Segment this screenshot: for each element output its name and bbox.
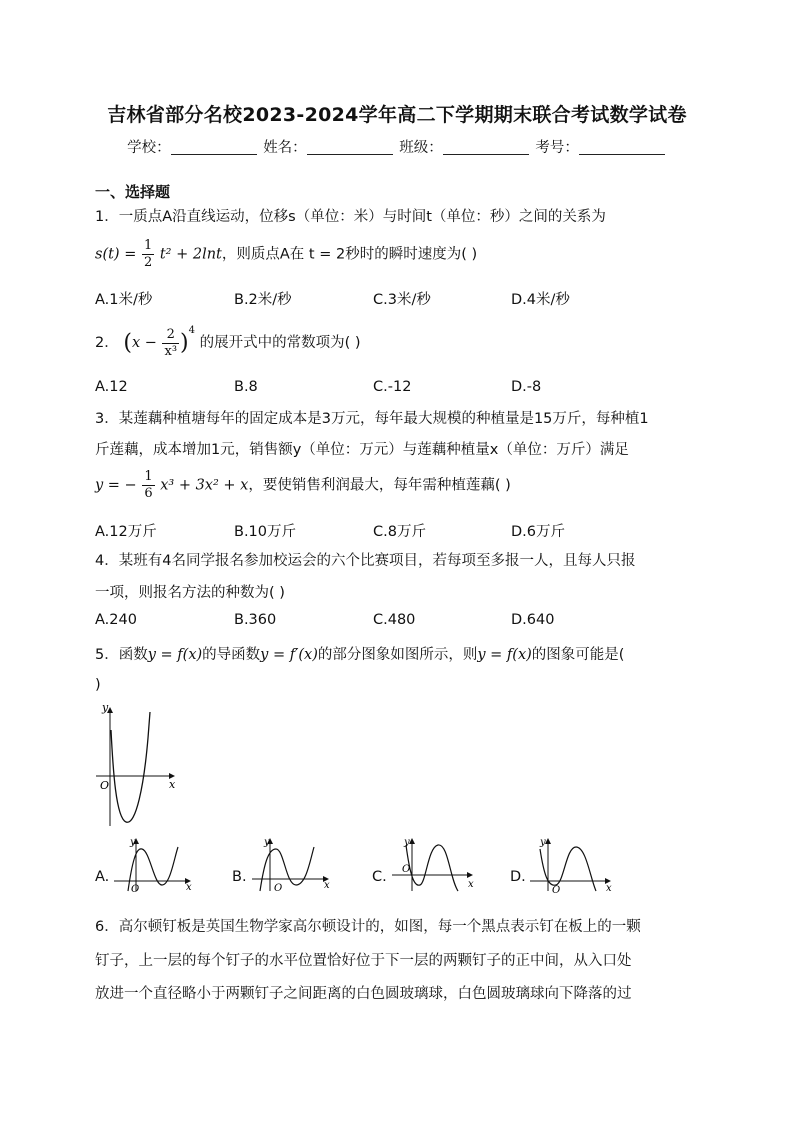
q1-fraction [142, 238, 154, 271]
q1-option-b: B.2米/秒 [234, 292, 292, 308]
option-a-origin: O [131, 884, 140, 893]
q2-left-paren: ( [123, 330, 132, 356]
q2-expr-left: x − [131, 335, 157, 351]
q2-right-paren: ) [180, 330, 189, 356]
name-blank [307, 140, 393, 155]
class-label: 班级： [399, 140, 443, 156]
q5-x-label: x [169, 778, 176, 791]
q5-func-2: y = f′(x) [260, 647, 318, 663]
q1-option-a: A.1米/秒 [95, 292, 153, 308]
option-b-y-label: y [264, 837, 270, 848]
q3-frac-den: 6 [144, 486, 153, 501]
section-heading: 一、选择题 [95, 183, 171, 201]
number-label: 考号： [535, 140, 579, 156]
q3-fraction [142, 469, 154, 502]
q5-text-b: 的导函数 [202, 647, 261, 663]
q5-origin-label: O [100, 779, 110, 792]
q5-derivative-curve [111, 712, 150, 822]
q1-frac-den: 2 [143, 255, 153, 270]
q5-derivative-graph [92, 700, 188, 830]
q5-stem-line2: ) [95, 677, 101, 693]
option-a-x-label: x [186, 882, 192, 893]
school-blank [171, 140, 257, 155]
q2-frac-num: 2 [162, 327, 179, 344]
q5-func-3: y = f(x) [477, 647, 532, 663]
q5-text-a: 5．函数 [95, 647, 148, 663]
q1-option-d: D.4米/秒 [511, 292, 570, 308]
q1-formula-lhs: s(t) = [95, 246, 137, 263]
q3-option-b: B.10万斤 [234, 524, 297, 540]
school-label: 学校： [127, 140, 171, 156]
option-d-x-label: x [606, 883, 612, 893]
option-b-x-label: x [324, 880, 330, 891]
option-d-y-label: y [540, 837, 546, 848]
q5-option-c-label: C. [372, 869, 387, 885]
q6-stem-line3: 放进一个直径略小于两颗钉子之间距离的白色圆玻璃球，白色圆玻璃球向下降落的过 [95, 986, 632, 1002]
q5-option-b-label: B. [232, 869, 247, 885]
q2-stem [95, 325, 361, 360]
q4-option-a: A.240 [95, 612, 137, 628]
option-c-curve [406, 845, 458, 891]
q1-tail: ，则质点A在 t = 2秒时的瞬时速度为( ) [221, 246, 478, 263]
q5-func-1: y = f(x) [147, 647, 203, 663]
q5-text-c: 的部分图象如图所示，则 [317, 647, 478, 663]
q3-stem-line1: 3．某莲藕种植塘每年的固定成本是3万元，每年最大规模的种植量是15万斤，每种植1 [95, 411, 649, 427]
q3-option-a: A.12万斤 [95, 524, 157, 540]
q2-exponent: 4 [188, 325, 195, 336]
q1-frac-num: 1 [143, 238, 153, 253]
q1-formula-rhs: t² + 2lnt [159, 246, 222, 263]
q2-option-c: C.-12 [373, 379, 412, 395]
q3-option-d: D.6万斤 [511, 524, 565, 540]
q5-option-b-graph [248, 835, 334, 893]
q5-option-c-graph [388, 835, 478, 893]
q6-stem-line2: 钉子，上一层的每个钉子的水平位置恰好位于下一层的两颗钉子的正中间，从入口处 [95, 953, 632, 969]
option-b-curve [260, 847, 314, 891]
q5-y-label: y [102, 701, 109, 714]
number-blank [579, 140, 665, 155]
q6-stem-line1: 6．高尔顿钉板是英国生物学家高尔顿设计的，如图，每一个黑点表示钉在板上的一颗 [95, 919, 641, 935]
q1-stem-line2 [95, 238, 477, 271]
q4-option-d: D.640 [511, 612, 555, 628]
student-info-line [0, 136, 794, 157]
exam-title: 吉林省部分名校2023-2024学年高二下学期期末联合考试数学试卷 [107, 104, 687, 126]
q5-stem-line1 [95, 643, 624, 664]
q4-option-c: C.480 [373, 612, 416, 628]
q3-stem-line3 [95, 469, 511, 502]
q2-prefix: 2． [95, 335, 119, 351]
name-label: 姓名： [263, 140, 307, 156]
q3-formula-rhs: x³ + 3x² + x [160, 477, 249, 494]
q4-option-b: B.360 [234, 612, 277, 628]
class-blank [443, 140, 529, 155]
q5-option-d-graph [526, 835, 616, 893]
q2-fraction [162, 327, 179, 360]
q3-tail: ，要使销售利润最大，每年需种植莲藕( ) [248, 477, 511, 494]
q2-tail: 的展开式中的常数项为( ) [199, 335, 361, 351]
q2-option-b: B.8 [234, 379, 258, 395]
q5-option-a-label: A. [95, 869, 110, 885]
option-a-y-label: y [130, 837, 136, 848]
q5-option-a-graph [110, 835, 196, 893]
q5-text-d: 的图象可能是( [531, 647, 625, 663]
q1-stem-line1: 1．一质点A沿直线运动，位移s（单位：米）与时间t（单位：秒）之间的关系为 [95, 209, 606, 225]
q2-option-a: A.12 [95, 379, 128, 395]
q4-stem-line2: 一项，则报名方法的种数为( ) [95, 585, 285, 601]
option-c-y-label: y [404, 837, 410, 848]
q3-stem-line2: 斤莲藕，成本增加1元，销售额y（单位：万元）与莲藕种植量x（单位：万斤）满足 [95, 442, 629, 458]
option-c-x-label: x [468, 879, 474, 890]
q5-option-d-label: D. [510, 869, 526, 885]
q2-option-d: D.-8 [511, 379, 542, 395]
option-c-origin: O [402, 864, 411, 875]
option-b-origin: O [274, 883, 283, 893]
q3-option-c: C.8万斤 [373, 524, 426, 540]
q4-stem-line1: 4．某班有4名同学报名参加校运会的六个比赛项目，若每项至多报一人，且每人只报 [95, 553, 636, 569]
q1-option-c: C.3米/秒 [373, 292, 431, 308]
q3-formula-lhs: y = − [95, 477, 137, 494]
option-d-origin: O [552, 885, 561, 893]
q2-frac-den: x³ [164, 343, 178, 359]
q3-frac-num: 1 [144, 469, 153, 484]
